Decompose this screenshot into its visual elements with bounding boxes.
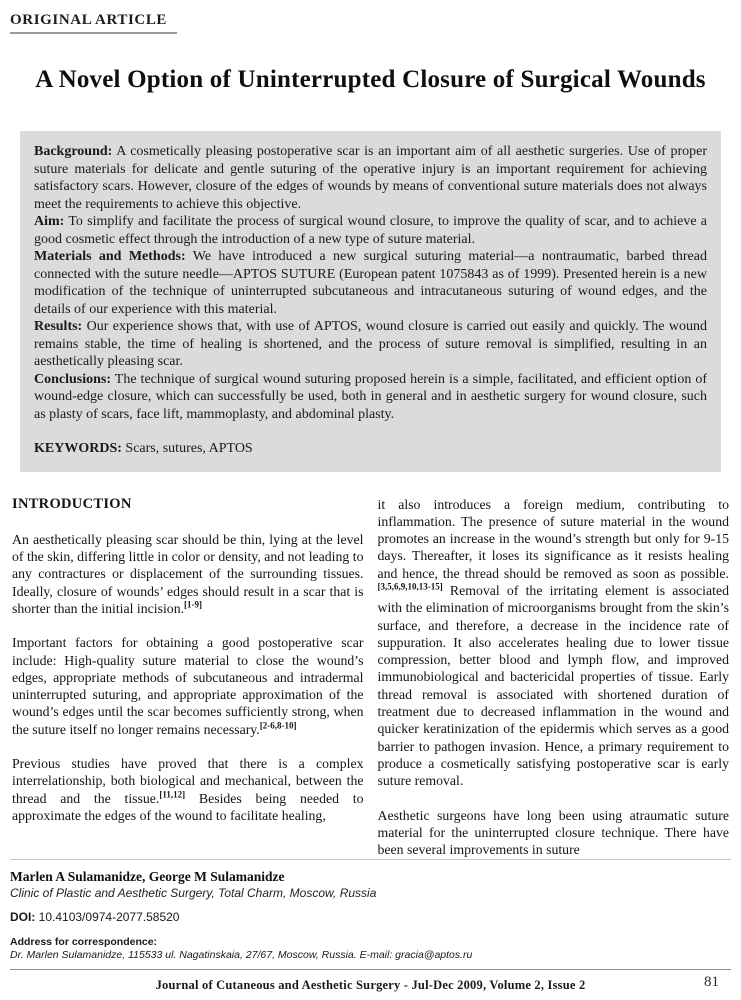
abstract-aim: [34, 213, 707, 248]
abstract-keywords: [34, 440, 707, 458]
abstract-box: [20, 131, 721, 472]
doi-line: [10, 910, 731, 924]
abstract-conclusions-text: The technique of surgical wound suturing proposed herein is a simple, facilitated, and efficient option of wound-edge closure, which can successfully be used, both in general and in aesthetic surgery for wound closure, such as plasty of scars, face lift, mammoplasty, and abdominal plasty.: [34, 371, 707, 422]
body-columns: [10, 496, 731, 876]
abstract-keywords-text: Scars, sutures, APTOS: [121, 441, 253, 456]
introduction-heading: INTRODUCTION: [12, 495, 132, 512]
abstract-results-label: Results:: [34, 319, 83, 334]
doi-label: DOI:: [10, 910, 36, 924]
body-paragraph: An aesthetically pleasing scar should be thin, lying at the level of the skin, differing little in color or density, and not leading to any contractures or displacement of the surrounding tissues. Ideally, closure of wounds’ edges should result in a scar that is shorter than the initial incision.[1-9]: [12, 531, 364, 616]
article-type-kicker: ORIGINAL ARTICLE: [10, 10, 177, 34]
abstract-keywords-label: KEYWORDS:: [34, 441, 122, 456]
body-paragraph: Previous studies have proved that there is a complex interrelationship, both biological and mechanical, between the thread and the tissue.[11,12] Besides being needed to approximate the edges of the wound to facilitate healing,: [12, 756, 364, 823]
abstract-background-text: A cosmetically pleasing postoperative scar is an important aim of all aesthetic surgeries. Use of proper suture materials for delicate and gentle suturing of the operative injury is an important requirement for achieving satisfactory scars. However, closure of the edges of wounds by means of conventional suture materials does not always meet the requirements to achieve this objective.: [34, 144, 707, 212]
abstract-aim-label: Aim:: [34, 214, 65, 229]
body-paragraph: it also introduces a foreign medium, contributing to inflammation. The presence of suture material in the wound promotes an increase in the wound’s strength but only for 9-15 days. Thereafter, it loses its significance as it resists healing and hence, the thread should be removed as soon as possible.[3,5,6,9,10,13-15] Removal of the irritating element is associated with the elimination of microorganisms brought from the skin’s surface, and therefore, a decrease in the incidence rate of suppuration. It also accelerates healing due to lower tissue compression, better blood and lymph flow, and improved immunobiological and bactericidal properties of tissue. Early thread removal is associated with shortened duration of treatment due to decreased inflammation in the wound and quicker keratinization of the epidermis which serves as a good barrier to pathogen invasion. Hence, a primary requirement to produce a cosmetically satisfying postoperative scar is early suture removal.: [377, 496, 729, 789]
abstract-methods-text: We have introduced a new surgical suturing material—a nontraumatic, barbed thread connected with the suture needle—APTOS SUTURE (European patent 1075843 as of 1999). Presented herein is a new modification of the technique of uninterrupted subcutaneous and intracutaneous suturing of wound edges, and the details of our experience with this material.: [34, 249, 707, 317]
article-title: A Novel Option of Uninterrupted Closure of Surgical Wounds: [35, 66, 706, 93]
body-paragraph: Aesthetic surgeons have long been using atraumatic suture material for the uninterrupted closure technique. There have been several improvements in suture: [377, 807, 729, 858]
author-affiliation: Clinic of Plastic and Aesthetic Surgery, Total Charm, Moscow, Russia: [10, 886, 377, 900]
right-column: [378, 496, 730, 876]
page-number: 81: [704, 974, 719, 990]
left-column: [12, 496, 364, 876]
page-footer: [10, 970, 731, 1000]
abstract-methods-label: Materials and Methods:: [34, 249, 186, 264]
correspondence-text: Dr. Marlen Sulamanidze, 115533 ul. Nagatinskaia, 27/67, Moscow, Russia. E-mail: gracia@aptos.ru: [10, 949, 473, 961]
journal-citation-line: Journal of Cutaneous and Aesthetic Surgery - Jul-Dec 2009, Volume 2, Issue 2: [155, 977, 586, 992]
author-names: Marlen A Sulamanidze, George M Sulamanidze: [10, 869, 285, 884]
abstract-background-label: Background:: [34, 144, 113, 159]
author-divider-rule: [10, 859, 731, 860]
correspondence-label: Address for correspondence:: [10, 936, 158, 948]
author-footer-block: [10, 859, 731, 1000]
abstract-conclusions-label: Conclusions:: [34, 371, 112, 387]
abstract-results: [34, 318, 707, 371]
body-paragraph: Important factors for obtaining a good postoperative scar include: High-quality suture material to close the wound’s edges, appropriate methods of subcutaneous and intradermal uninterrupted suturing, and appropriate approximation of the wound’s edges until the scar becomes sufficiently strong, when the suture itself no longer remains necessary.[2-6,8-10]: [12, 635, 364, 737]
abstract-background: [34, 143, 707, 213]
abstract-conclusions: [34, 371, 707, 424]
doi-value: 10.4103/0974-2077.58520: [35, 910, 180, 924]
abstract-results-text: Our experience shows that, with use of APTOS, wound closure is carried out easily and quickly. The wound remains stable, the time of healing is shortened, and the process of suture removal is simplified, resulting in an aesthetically pleasing scar.: [34, 319, 707, 369]
abstract-aim-text: To simplify and facilitate the process of surgical wound closure, to improve the quality of scar, and to achieve a good cosmetic effect through the introduction of a new type of suture material.: [34, 214, 707, 247]
abstract-methods: [34, 248, 707, 318]
